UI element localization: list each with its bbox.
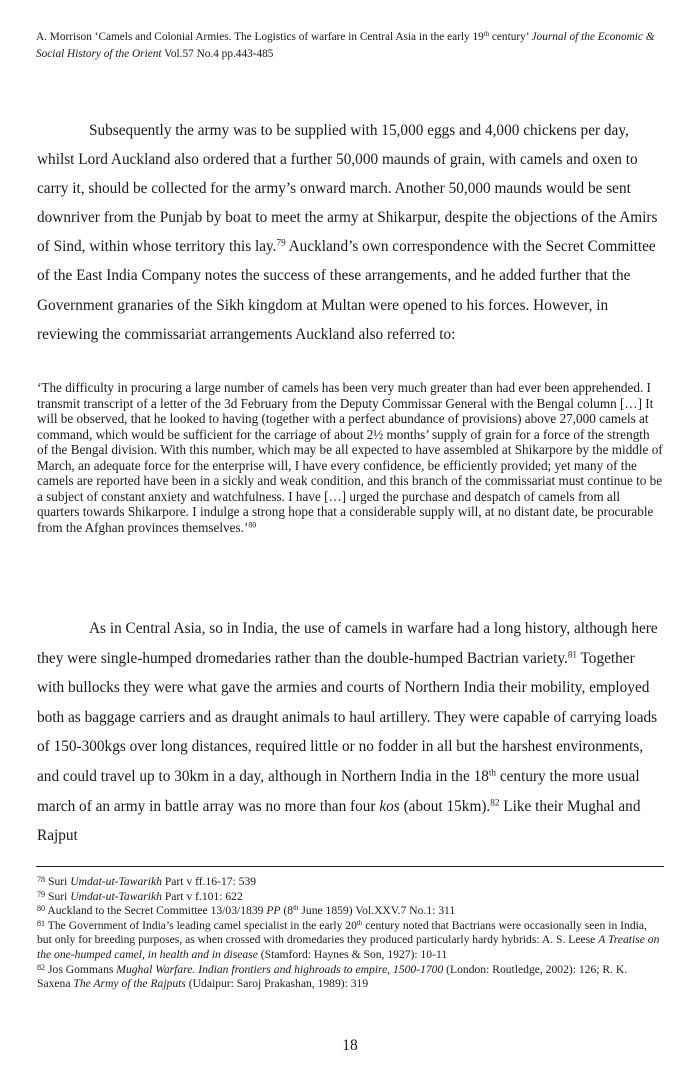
footnote-italic: Umdat-ut-Tawarikh bbox=[70, 875, 162, 888]
footnote-ref-82[interactable]: 82 bbox=[490, 797, 500, 808]
header-text: Vol.57 No.4 pp.443-485 bbox=[161, 48, 274, 60]
footnote-marker: 80 bbox=[37, 903, 46, 913]
footnote-text: century noted that Bactrians were occasionally seen in India, but only for breeding purposes, as when crossed with dromedaries they produced particularly hardy hybrids: A. S. Leese bbox=[37, 918, 647, 947]
journal-title: Journal of the Economic & Social History of the Orient bbox=[36, 31, 655, 60]
footnote-superscript: th bbox=[293, 904, 299, 913]
paragraph-text: (about 15km). bbox=[399, 797, 491, 815]
paragraph-text: Auckland’s own correspondence with the Secret Committee of the East India Company notes the success of these arrangements, and he added further that the Government granaries of the Sikh kingdom at Multan were opened to his forces. However, in reviewing the commissariat arrangements Auckland also referred to: bbox=[37, 238, 656, 343]
block-quote bbox=[37, 380, 663, 535]
header-superscript: th bbox=[483, 30, 490, 38]
footnote-separator bbox=[36, 866, 664, 867]
footnote-superscript: th bbox=[356, 918, 363, 927]
footnote-text: Part v f.101: 622 bbox=[161, 889, 243, 903]
footnote-marker: 82 bbox=[37, 962, 46, 972]
footnote-text: Part v ff.16-17: 539 bbox=[161, 875, 257, 888]
footnote-text: (Udaipur: Saroj Prakashan, 1989): 319 bbox=[185, 977, 369, 991]
footnote-italic: Mughal Warfare. Indian frontiers and highroads to empire, 1500-1700 bbox=[116, 962, 444, 976]
body-paragraph-1 bbox=[37, 116, 665, 349]
footnote-text: Suri bbox=[45, 875, 71, 888]
footnote-ref-80[interactable]: 80 bbox=[248, 520, 257, 530]
footnote-text: (Stamford: Haynes & Son, 1927): 10-11 bbox=[257, 947, 448, 961]
footnote-text: June 1859) Vol.XXV.7 No.1: 311 bbox=[298, 904, 456, 918]
footnote-82 bbox=[37, 963, 663, 992]
footnote-marker: 78 bbox=[37, 874, 46, 884]
footnote-marker: 79 bbox=[37, 889, 46, 899]
paragraph-text: Together with bullocks they were what gave the armies and courts of Northern India their mobility, employed both as baggage carriers and as draught animals to haul artillery. They were capable of carrying loads of 150-300kgs over long distances, required little or no fodder in all but the harshest environments, and could travel up to 30km in a day, although in Northern India in the 18 bbox=[37, 649, 658, 785]
header-text: century’ bbox=[489, 31, 532, 43]
footnote-italic: A Treatise on the one-humped camel, in health and in disease bbox=[37, 933, 660, 961]
footnote-text: Auckland to the Secret Committee 13/03/1839 bbox=[45, 904, 267, 918]
running-header bbox=[36, 29, 666, 63]
footnote-text: Suri bbox=[45, 889, 71, 903]
footnote-text: Jos Gommans bbox=[45, 962, 117, 976]
footnote-italic: Umdat-ut-Tawarikh bbox=[70, 889, 162, 903]
footnote-marker: 81 bbox=[37, 918, 46, 928]
footnote-text: The Government of India’s leading camel specialist in the early 20 bbox=[45, 918, 357, 932]
page-number: 18 bbox=[342, 1037, 358, 1054]
footnotes bbox=[37, 875, 663, 992]
term-kos: kos bbox=[379, 797, 400, 815]
header-text: A. Morrison ‘Camels and Colonial Armies. The Logistics of warfare in Central Asia in the early 19 bbox=[36, 31, 484, 43]
footnote-78 bbox=[37, 875, 663, 890]
footnote-81 bbox=[37, 919, 663, 963]
paragraph-text: century the more usual march of an army in battle array was no more than four bbox=[37, 767, 640, 815]
paragraph-text: As in Central Asia, so in India, the use of camels in warfare had a long history, although here they were single-humped dromedaries rather than the double-humped Bactrian variety. bbox=[37, 620, 658, 667]
paragraph-text: Subsequently the army was to be supplied with 15,000 eggs and 4,000 chickens per day, whilst Lord Auckland also ordered that a further 50,000 maunds of grain, with camels and oxen to carry it, should be collected for the army’s onward march. Another 50,000 maunds would be sent downriver from the Punjab by boat to meet the army at Shikarpur, despite the objections of the Amirs of Sind, within whose territory this lay. bbox=[37, 122, 658, 256]
footnote-text: (London: Routledge, 2002): 126; R. K. Saxena bbox=[37, 962, 628, 991]
footnote-ref-81[interactable]: 81 bbox=[567, 649, 577, 660]
footnote-79 bbox=[37, 890, 663, 905]
quote-text: ‘The difficulty in procuring a large number of camels has been very much greater than had ever been apprehended. I transmit transcript of a letter of the 3d February from the Deputy Commissar General with the Bengal column […] It will be observed, that he looked to having (together with a perfect abundance of provisions) above 27,000 camels at command, which would be sufficient for the carriage of about 2½ months’ supply of grain for a force of the strength of the Bengal division. With this number, which may be all expected to have assembled at Shikarpore by the middle of March, an adequate force for the enterprise will, I have every confidence, be efficiently provided; yet many of the camels are reported have been in a sickly and weak condition, and this branch of the commissariat must continue to be a subject of constant anxiety and watchfulness. I have […] urged the purchase and despatch of camels from all quarters towards Shikarpore. I indulge a strong hope that a considerable supply will, at no distant date, be procurable from the Afghan provinces themselves.’ bbox=[37, 380, 663, 535]
footnote-ref-79[interactable]: 79 bbox=[276, 237, 286, 248]
footnote-text: (8 bbox=[280, 904, 294, 918]
ordinal-superscript: th bbox=[488, 767, 497, 778]
footnote-italic: PP bbox=[266, 904, 281, 918]
footnote-80 bbox=[37, 904, 663, 919]
body-paragraph-2 bbox=[37, 614, 665, 851]
footnote-italic: The Army of the Rajputs bbox=[73, 977, 186, 991]
paragraph-text: Like their Mughal and Rajput bbox=[37, 797, 641, 845]
